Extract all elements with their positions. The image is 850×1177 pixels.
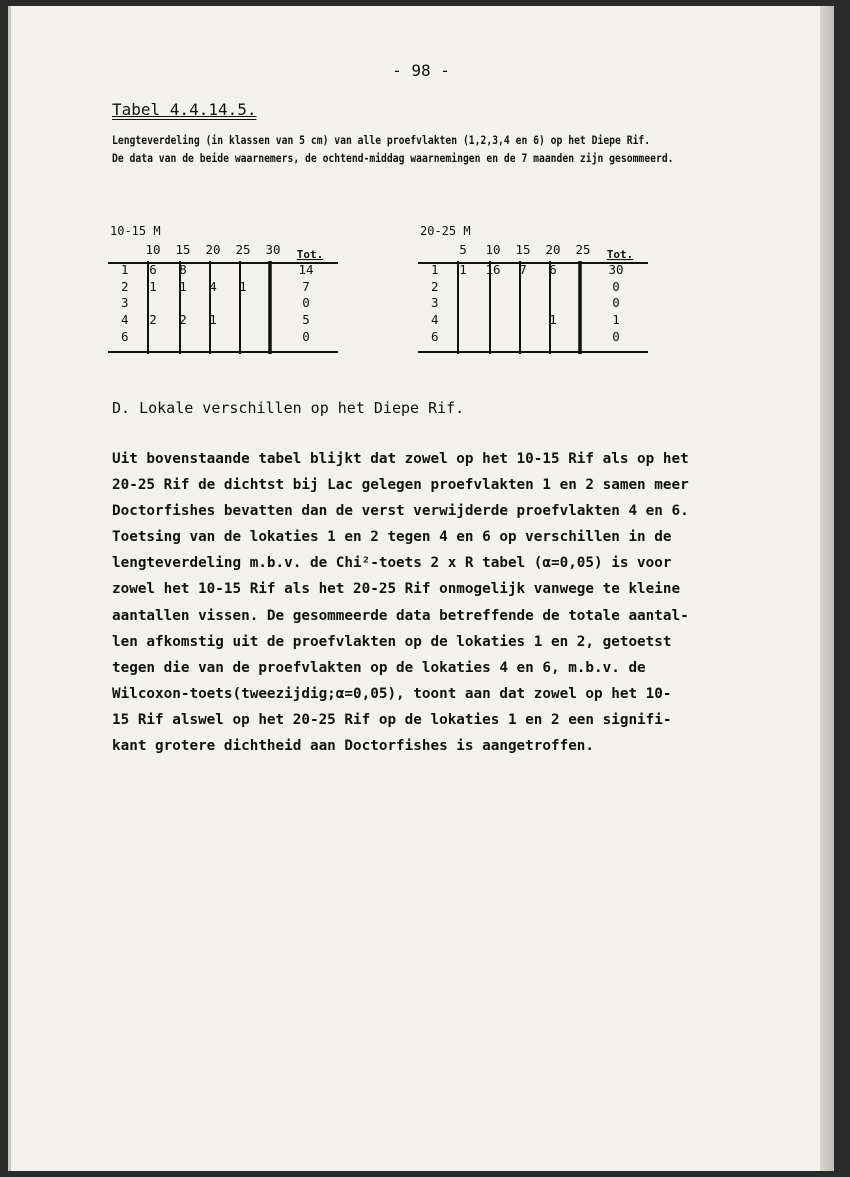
row-label: 2	[121, 279, 129, 294]
row-label: 4	[121, 312, 129, 327]
column-header: 5	[459, 242, 467, 257]
paragraph-line: Uit bovenstaande tabel blijkt dat zowel op het 10-15 Rif als op het	[112, 451, 689, 467]
table-cell: 16	[485, 262, 501, 277]
body-paragraph	[112, 446, 752, 759]
table-cell: 0	[302, 329, 310, 344]
paragraph-line: aantallen vissen. De gesommeerde data betreffende de totale aantal-	[112, 607, 689, 624]
caption-line: Lengteverdeling (in klassen van 5 cm) van alle proefvlakten (1,2,3,4 en 6) op het Diepe Rif.	[112, 134, 651, 147]
paragraph-line: lengteverdeling m.b.v. de Chi²-toets 2 x R tabel (α=0,05) is voor	[112, 555, 672, 572]
paragraph-line: len afkomstig uit de proefvlakten op de lokaties 1 en 2, getoetst	[112, 633, 672, 650]
column-header: 15	[515, 242, 531, 257]
row-label: 6	[121, 329, 129, 344]
table-cell: 14	[298, 262, 314, 277]
page-edge-left	[8, 6, 11, 1171]
table-cell: 0	[612, 295, 620, 310]
row-label: 6	[431, 329, 439, 344]
column-header: 20	[205, 242, 221, 257]
table-cell: 5	[302, 312, 310, 327]
paragraph-line: 15 Rif alswel op het 20-25 Rif op de lokaties 1 en 2 een signifi-	[112, 711, 672, 728]
row-label: 1	[431, 262, 439, 277]
table-title: 20-25 M	[420, 224, 471, 238]
column-header: 10	[485, 242, 501, 257]
column-header: 30	[265, 242, 281, 257]
paragraph-line: 20-25 Rif de dichtst bij Lac gelegen proefvlakten 1 en 2 samen meer	[112, 477, 689, 494]
paragraph-line: tegen die van de proefvlakten op de lokaties 4 en 6, m.b.v. de	[112, 659, 646, 676]
table-cell: 0	[612, 279, 620, 294]
document-page	[8, 6, 834, 1171]
table-cell: 7	[302, 279, 310, 294]
table-cell: 6	[549, 262, 557, 277]
table-cell: 1	[149, 279, 157, 294]
table-cell: 1	[239, 279, 247, 294]
table-caption	[112, 132, 674, 168]
table-cell: 6	[149, 262, 157, 277]
table-cell: 1	[549, 312, 557, 327]
length-tables-svg	[108, 218, 768, 363]
table-cell: 4	[209, 279, 217, 294]
row-label: 4	[431, 312, 439, 327]
column-header: 25	[235, 242, 251, 257]
paragraph-line: Wilcoxon-toets(tweezijdig;α=0,05), toont aan dat zowel op het 10-	[112, 685, 672, 702]
row-label: 3	[431, 295, 439, 310]
column-header: 25	[575, 242, 591, 257]
paragraph-line: Toetsing van de lokaties 1 en 2 tegen 4 en 6 op verschillen in de	[112, 529, 672, 546]
page-number: - 98 -	[392, 61, 450, 80]
length-distribution-tables	[108, 218, 768, 367]
table-cell: 7	[519, 262, 527, 277]
caption-line: De data van de beide waarnemers, de ochtend-middag waarnemingen en de 7 maanden zijn gesommeerd.	[112, 152, 674, 165]
table-title: 10-15 M	[110, 224, 161, 238]
table-cell: 1	[209, 312, 217, 327]
table-cell: 8	[179, 262, 187, 277]
column-header: 10	[145, 242, 161, 257]
table-cell: 1	[459, 262, 467, 277]
table-cell: 2	[149, 312, 157, 327]
paragraph-line: kant grotere dichtheid aan Doctorfishes is aangetroffen.	[112, 738, 595, 755]
table-cell: 0	[302, 295, 310, 310]
column-header: Tot.	[606, 248, 634, 261]
column-header: 20	[545, 242, 561, 257]
row-label: 2	[431, 279, 439, 294]
page-edge-right	[820, 6, 834, 1171]
paragraph-line: Doctorfishes bevatten dan de verst verwijderde proefvlakten 4 en 6.	[112, 503, 689, 520]
row-label: 1	[121, 262, 129, 277]
column-header: 15	[175, 242, 191, 257]
table-cell: 2	[179, 312, 187, 327]
table-heading: Tabel 4.4.14.5.	[112, 100, 257, 119]
table-cell: 0	[612, 329, 620, 344]
section-heading: D. Lokale verschillen op het Diepe Rif.	[112, 399, 465, 417]
paragraph-line: zowel het 10-15 Rif als het 20-25 Rif onmogelijk vanwege te kleine	[112, 581, 681, 598]
column-header: Tot.	[296, 248, 324, 261]
table-cell: 30	[608, 262, 624, 277]
table-cell: 1	[179, 279, 187, 294]
table-cell: 1	[612, 312, 620, 327]
row-label: 3	[121, 295, 129, 310]
